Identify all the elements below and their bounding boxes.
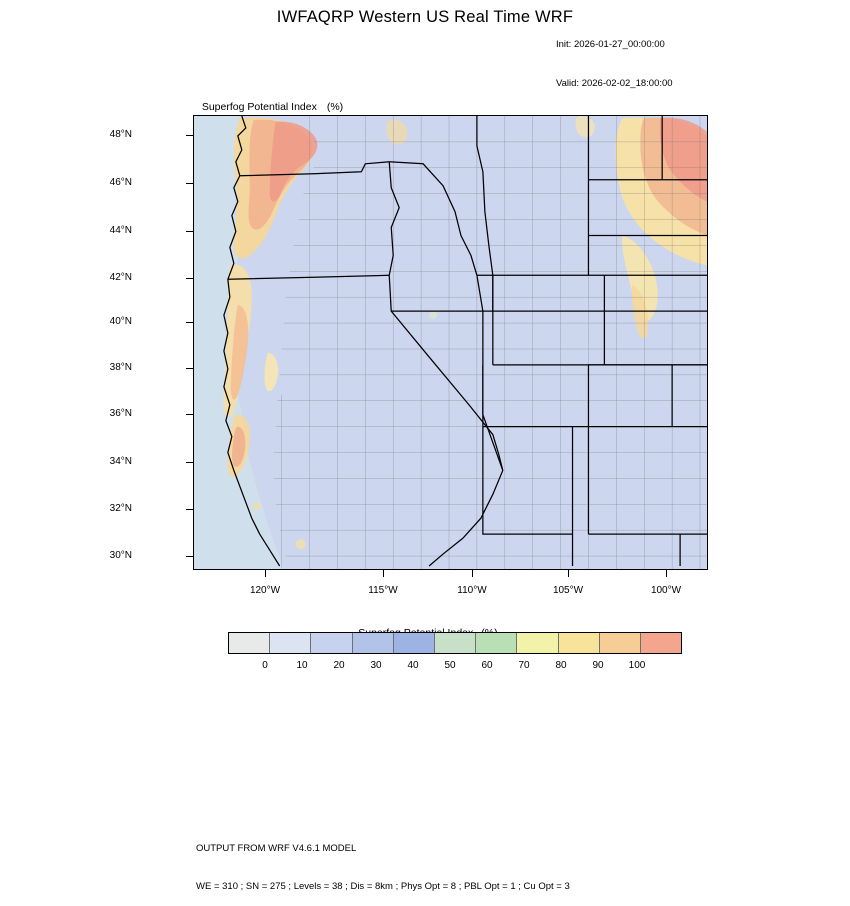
colorbar-tick-label: 60 [481,660,493,671]
colorbar-ticks [228,660,682,676]
plot-title [196,89,343,113]
lon-tick [265,570,266,577]
lat-label-34n: 34°N [109,456,132,467]
model-run-info [556,12,673,103]
colorbar-swatch [517,633,558,653]
colorbar-tick-label: 50 [444,660,456,671]
lat-tick [186,556,193,557]
field-patch-c [429,311,437,319]
field-patch-b [253,502,261,510]
colorbar-swatch [641,633,681,653]
lat-label-30n: 30°N [109,550,132,561]
colorbar-tick-label: 10 [296,660,308,671]
colorbar-tick-label: 0 [262,660,268,671]
colorbar-tick-label: 40 [407,660,419,671]
colorbar-swatch [600,633,641,653]
lat-tick [186,231,193,232]
init-time: Init: 2026-01-27_00:00:00 [556,39,665,50]
field-patch-a [296,539,306,549]
lat-label-32n: 32°N [109,503,132,514]
colorbar-swatch [311,633,352,653]
colorbar [228,632,682,654]
lon-label-110w: 110°W [457,585,487,596]
colorbar-tick-label: 90 [592,660,604,671]
lat-tick [186,278,193,279]
map-panel[interactable] [193,115,708,570]
colorbar-tick-label: 100 [628,660,646,671]
lat-label-42n: 42°N [109,272,132,283]
plot-title-units: (%) [326,101,344,113]
colorbar-tick-label: 30 [370,660,382,671]
colorbar-tick-label: 70 [518,660,530,671]
map-canvas [194,116,707,569]
footer-line-2: WE = 310 ; SN = 275 ; Levels = 38 ; Dis = 8km ; Phys Opt = 8 ; PBL Opt = 1 ; Cu Opt = 3 [196,880,570,892]
lon-tick [568,570,569,577]
lon-label-120w: 120°W [249,585,281,596]
lon-tick [666,570,667,577]
lat-tick [186,183,193,184]
lon-tick [383,570,384,577]
colorbar-swatch [394,633,435,653]
lat-label-46n: 46°N [109,177,132,188]
lat-label-38n: 38°N [109,362,132,373]
colorbar-tick-label: 20 [333,660,345,671]
lon-tick [472,570,473,577]
valid-time: Valid: 2026-02-02_18:00:00 [556,78,673,89]
colorbar-swatch [270,633,311,653]
lat-tick [186,322,193,323]
lat-tick [186,135,193,136]
colorbar-swatch [435,633,476,653]
lat-label-40n: 40°N [109,316,132,327]
lat-tick [186,509,193,510]
lat-label-36n: 36°N [109,408,132,419]
lat-tick [186,414,193,415]
colorbar-swatch [559,633,600,653]
colorbar-swatch [353,633,394,653]
colorbar-tick-label: 80 [555,660,567,671]
footer-line-1: OUTPUT FROM WRF V4.6.1 MODEL [196,843,357,854]
colorbar-swatch [476,633,517,653]
page-title: IWFAQRP Western US Real Time WRF [276,8,574,26]
lon-label-105w: 105°W [552,585,584,596]
lon-label-115w: 115°W [368,585,398,596]
lat-label-48n: 48°N [109,129,132,140]
lat-label-44n: 44°N [109,225,132,236]
lat-tick [186,368,193,369]
lon-label-100w: 100°W [650,585,682,596]
lat-tick [186,462,193,463]
model-output-footer [196,818,570,906]
plot-title-text: Superfog Potential Index [201,101,317,113]
colorbar-swatch [229,633,270,653]
